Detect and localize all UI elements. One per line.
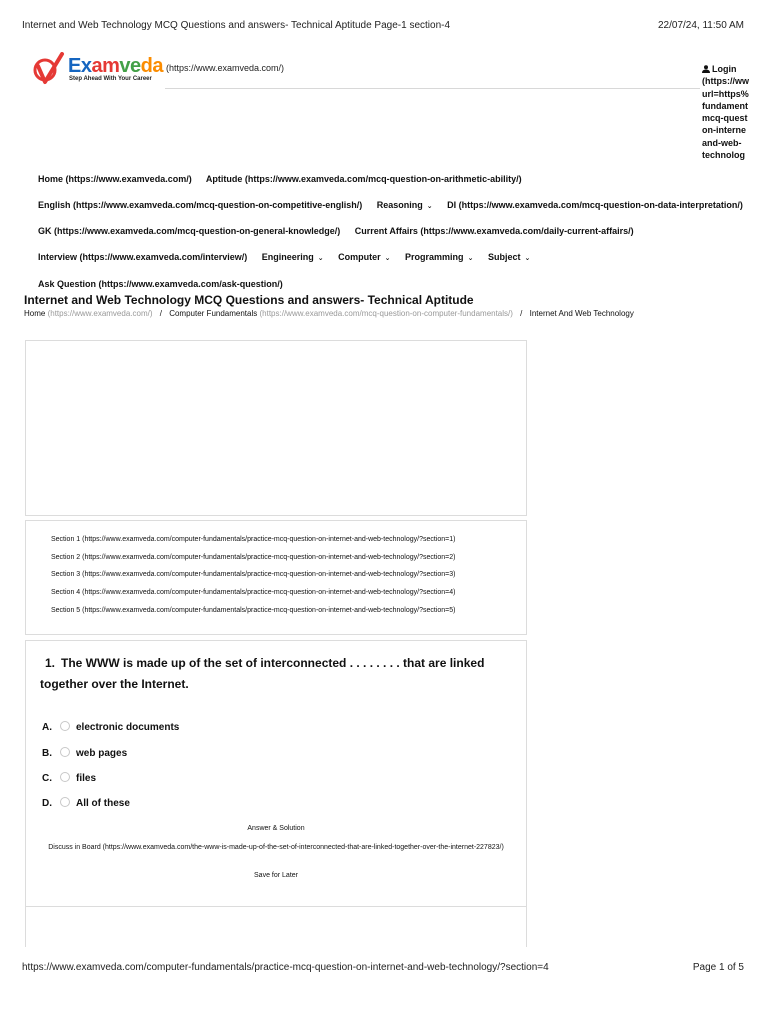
question-body: The WWW is made up of the set of interconnected . . . . . . . . that are linked together over the Internet. <box>40 656 485 691</box>
print-url: https://www.examveda.com/computer-fundamentals/practice-mcq-question-on-internet-and-web-technology/?section=4 <box>22 962 549 973</box>
option-text: files <box>76 773 97 784</box>
section-link-1[interactable]: Section 1 (https://www.examveda.com/computer-fundamentals/practice-mcq-question-on-internet-and-web-technology/?section=1) <box>51 536 456 543</box>
header-divider <box>165 88 700 89</box>
logo-tagline: Step Ahead With Your Career <box>69 76 152 82</box>
option-letter: A. <box>42 722 52 733</box>
nav-ask-question[interactable]: Ask Question (https://www.examveda.com/ask-question/) <box>38 279 283 289</box>
option-b[interactable] <box>42 747 127 759</box>
nav-row-4 <box>38 252 542 262</box>
section-link-4[interactable]: Section 4 (https://www.examveda.com/computer-fundamentals/practice-mcq-question-on-internet-and-web-technology/?section=4) <box>51 589 456 596</box>
nav-row-5 <box>38 279 295 289</box>
chevron-down-icon: ⌄ <box>467 255 474 262</box>
print-page-title: Internet and Web Technology MCQ Questions and answers- Technical Aptitude Page-1 section-4 <box>22 20 451 31</box>
print-datetime: 22/07/24, 11:50 AM <box>658 20 744 31</box>
radio-unchecked-icon[interactable] <box>60 721 70 731</box>
option-letter: D. <box>42 798 52 809</box>
logo-link-url[interactable]: (https://www.examveda.com/) <box>166 63 285 73</box>
nav-interview[interactable]: Interview (https://www.examveda.com/interview/) <box>38 252 248 262</box>
radio-unchecked-icon[interactable] <box>60 747 70 757</box>
option-letter: C. <box>42 773 52 784</box>
user-icon <box>702 65 710 73</box>
chevron-down-icon: ⌄ <box>384 255 391 262</box>
nav-row-3 <box>38 226 646 236</box>
nav-english[interactable]: English (https://www.examveda.com/mcq-question-on-competitive-english/) <box>38 200 363 210</box>
nav-row-2 <box>38 200 755 210</box>
section-link-5[interactable]: Section 5 (https://www.examveda.com/computer-fundamentals/practice-mcq-question-on-internet-and-web-technology/?section=5) <box>51 607 456 614</box>
login-link[interactable]: Login (https://ww url=https% fundament mcq-quest on-interne and-web- technolog <box>702 64 749 161</box>
question-text <box>40 653 510 695</box>
radio-unchecked-icon[interactable] <box>60 797 70 807</box>
breadcrumb-separator: / <box>159 309 162 318</box>
page-title: Internet and Web Technology MCQ Questions and answers- Technical Aptitude <box>24 293 474 307</box>
section-link-3[interactable]: Section 3 (https://www.examveda.com/computer-fundamentals/practice-mcq-question-on-internet-and-web-technology/?section=3) <box>51 571 456 578</box>
breadcrumb <box>24 309 634 318</box>
radio-unchecked-icon[interactable] <box>60 772 70 782</box>
save-for-later-button[interactable]: Save for Later <box>254 872 298 879</box>
chevron-down-icon: ⌄ <box>524 255 531 262</box>
option-text: electronic documents <box>76 722 180 733</box>
chevron-down-icon: ⌄ <box>317 255 324 262</box>
logo-mark-icon <box>32 52 68 88</box>
nav-engineering[interactable]: Engineering ⌄ <box>261 252 324 262</box>
option-text: web pages <box>76 748 128 759</box>
breadcrumb-current: Internet And Web Technology <box>529 309 634 318</box>
option-letter: B. <box>42 748 52 759</box>
question-number: 1. <box>45 656 56 670</box>
breadcrumb-home-url: (https://www.examveda.com/) <box>47 309 153 318</box>
option-c[interactable] <box>42 772 96 784</box>
nav-computer[interactable]: Computer ⌄ <box>338 252 391 262</box>
site-logo[interactable] <box>32 52 167 88</box>
section-links-panel <box>25 520 527 635</box>
nav-programming[interactable]: Programming ⌄ <box>405 252 474 262</box>
logo-wordmark: Examveda <box>68 55 163 77</box>
discuss-in-board-link[interactable]: Discuss in Board (https://www.examveda.com/the-www-is-made-up-of-the-set-of-interconnected-that-are-linked-together-over-the-internet-227823/) <box>48 844 504 851</box>
nav-home[interactable]: Home (https://www.examveda.com/) <box>38 174 192 184</box>
option-d[interactable] <box>42 797 130 809</box>
breadcrumb-separator: / <box>520 309 523 318</box>
print-page-number: Page 1 of 5 <box>692 962 744 973</box>
nav-di[interactable]: DI (https://www.examveda.com/mcq-question-on-data-interpretation/) <box>447 200 743 210</box>
chevron-down-icon: ⌄ <box>426 203 433 210</box>
breadcrumb-home[interactable]: Home <box>24 309 46 318</box>
nav-current-affairs[interactable]: Current Affairs (https://www.examveda.com/daily-current-affairs/) <box>354 226 634 236</box>
nav-reasoning[interactable]: Reasoning ⌄ <box>376 200 433 210</box>
question-card <box>25 640 527 907</box>
breadcrumb-category-url: (https://www.examveda.com/mcq-question-on-computer-fundamentals/) <box>259 309 513 318</box>
next-question-card <box>25 906 527 947</box>
section-link-2[interactable]: Section 2 (https://www.examveda.com/computer-fundamentals/practice-mcq-question-on-internet-and-web-technology/?section=2) <box>51 554 456 561</box>
ad-placeholder <box>25 340 527 516</box>
option-text: All of these <box>76 798 130 809</box>
nav-subject[interactable]: Subject ⌄ <box>487 252 531 262</box>
nav-gk[interactable]: GK (https://www.examveda.com/mcq-question-on-general-knowledge/) <box>38 226 341 236</box>
option-a[interactable] <box>42 721 179 733</box>
answer-solution-button[interactable]: Answer & Solution <box>247 825 305 832</box>
nav-aptitude[interactable]: Aptitude (https://www.examveda.com/mcq-question-on-arithmetic-ability/) <box>205 174 522 184</box>
nav-row-1 <box>38 174 534 184</box>
breadcrumb-category[interactable]: Computer Fundamentals <box>169 309 258 318</box>
